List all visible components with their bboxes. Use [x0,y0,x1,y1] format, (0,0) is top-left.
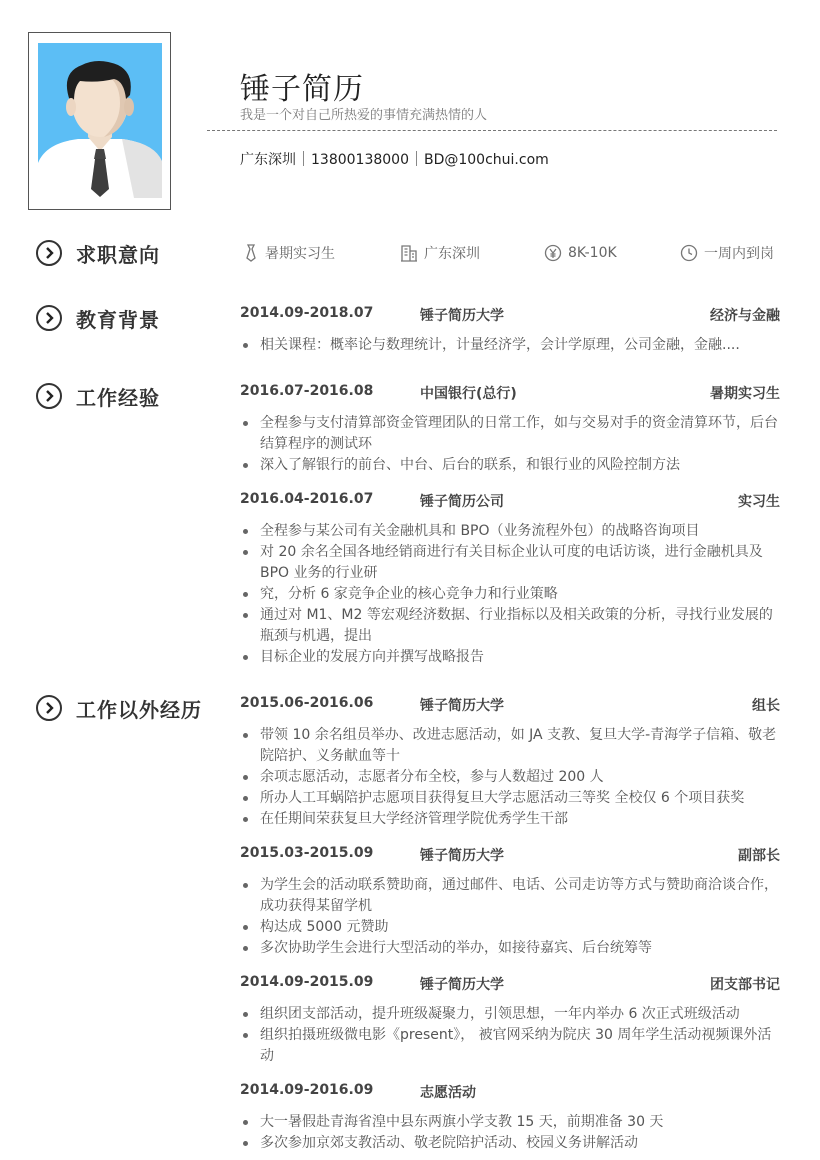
entry-date: 2015.06-2016.06 [240,695,374,711]
tie-icon [243,244,259,262]
contact-location: 广东深圳 [240,152,296,168]
section-heading-extra [36,694,202,722]
section-title: 求职意向 [76,242,160,267]
intent-type [243,242,335,264]
avatar-illustration [38,43,162,198]
chevron-right-icon [36,305,62,331]
education-bullets [240,335,780,356]
intent-availability-label: 一周内到岗 [704,246,774,262]
extra-bullets [240,1004,780,1067]
list-item: 大一暑假赴青海省湟中县东两旗小学支教 15 天，前期准备 30 天 [240,1112,780,1133]
list-item: 全程参与某公司有关金融机具和 BPO（业务流程外包）的战略咨询项目 [240,521,780,542]
extra-entry-header [240,974,780,994]
list-item: 通过对 M1、M2 等宏观经济数据、行业指标以及相关政策的分析，寻找行业发展的瓶颈与机遇，提出 [240,605,780,647]
tagline: 我是一个对自己所热爱的事情充满热情的人 [240,108,488,123]
entry-organization: 锤子简历大学 [420,977,504,993]
entry-organization: 中国银行(总行) [420,386,517,402]
extra-entry-header [240,1082,780,1102]
contact-phone[interactable]: 13800138000 [311,152,409,168]
list-item: 全程参与支付清算部资金管理团队的日常工作，如与交易对手的资金清算环节，后台结算程序的测试环 [240,413,780,455]
extra-bullets [240,1112,780,1154]
entry-role: 暑期实习生 [710,386,780,402]
list-item: 带领 10 余名组员举办、改进志愿活动，如 JA 支教、复旦大学-青海学子信箱、敬老院陪护、义务献血等十 [240,725,780,767]
entry-role: 组长 [752,698,780,714]
entry-date: 2016.04-2016.07 [240,491,374,507]
building-icon [400,244,418,262]
entry-role: 经济与金融 [710,308,780,324]
list-item: 多次协助学生会进行大型活动的举办，如接待嘉宾、后台统筹等 [240,938,780,959]
header-divider [207,130,777,131]
extra-entry-header [240,845,780,865]
chevron-right-icon [36,240,62,266]
section-heading-work [36,382,160,410]
intent-city-label: 广东深圳 [424,246,480,262]
intent-type-label: 暑期实习生 [265,246,335,262]
entry-date: 2014.09-2016.09 [240,1082,374,1098]
section-heading-education [36,304,160,332]
chevron-right-icon [36,695,62,721]
list-item: 相关课程：概率论与数理统计，计量经济学，会计学原理，公司金融，金融.... [240,335,780,356]
yen-icon [544,244,562,262]
contact-separator [303,151,304,166]
work-bullets [240,521,780,668]
education-entry-header [240,305,780,325]
entry-organization: 锤子简历公司 [420,494,504,510]
list-item: 为学生会的活动联系赞助商，通过邮件、电话、公司走访等方式与赞助商洽谈合作，成功获得某留学机 [240,875,780,917]
clock-icon [680,244,698,262]
list-item: 深入了解银行的前台、中台、后台的联系，和银行业的风险控制方法 [240,455,780,476]
work-bullets [240,413,780,476]
section-title: 教育背景 [76,307,160,332]
contact-separator [416,151,417,166]
list-item: 多次参加京郊支教活动、敬老院陪护活动、校园义务讲解活动 [240,1133,780,1154]
list-item: 构达成 5000 元赞助 [240,917,780,938]
entry-organization: 锤子简历大学 [420,698,504,714]
list-item: 所办人工耳蜗陪护志愿项目获得复旦大学志愿活动三等奖 全校仅 6 个项目获奖 [240,788,780,809]
resume-name: 锤子简历 [240,72,364,107]
extra-bullets [240,875,780,959]
extra-entry-header [240,695,780,715]
list-item: 余项志愿活动，志愿者分布全校，参与人数超过 200 人 [240,767,780,788]
entry-organization: 锤子简历大学 [420,848,504,864]
contact-email[interactable]: BD@100chui.com [423,152,549,168]
entry-date: 2014.09-2015.09 [240,974,374,990]
list-item: 目标企业的发展方向并撰写战略报告 [240,647,780,668]
work-entry-header [240,491,780,511]
list-item: 对 20 余名全国各地经销商进行有关目标企业认可度的电话访谈，进行金融机具及 BPO 业务的行业研 [240,542,780,584]
entry-organization: 志愿活动 [420,1085,476,1101]
list-item: 究，分析 6 家竞争企业的核心竞争力和行业策略 [240,584,780,605]
intent-salary [544,242,617,264]
section-title: 工作以外经历 [76,697,202,722]
entry-organization: 锤子简历大学 [420,308,504,324]
section-title: 工作经验 [76,385,160,410]
entry-date: 2015.03-2015.09 [240,845,374,861]
work-entry-header [240,383,780,403]
contact-line [240,149,549,169]
entry-date: 2014.09-2018.07 [240,305,374,321]
intent-availability [680,242,774,264]
list-item: 在任期间荣获复旦大学经济管理学院优秀学生干部 [240,809,780,830]
chevron-right-icon [36,383,62,409]
entry-role: 团支部书记 [710,977,780,993]
entry-role: 副部长 [738,848,780,864]
intent-city [400,242,480,264]
entry-role: 实习生 [738,494,780,510]
intent-salary-label: 8K-10K [568,245,617,261]
avatar [38,43,162,198]
entry-date: 2016.07-2016.08 [240,383,374,399]
extra-bullets [240,725,780,830]
section-heading-intention [36,239,160,267]
list-item: 组织团支部活动，提升班级凝聚力，引领思想，一年内举办 6 次正式班级活动 [240,1004,780,1025]
list-item: 组织拍摄班级微电影《present》， 被官网采纳为院庆 30 周年学生活动视频课外活动 [240,1025,780,1067]
